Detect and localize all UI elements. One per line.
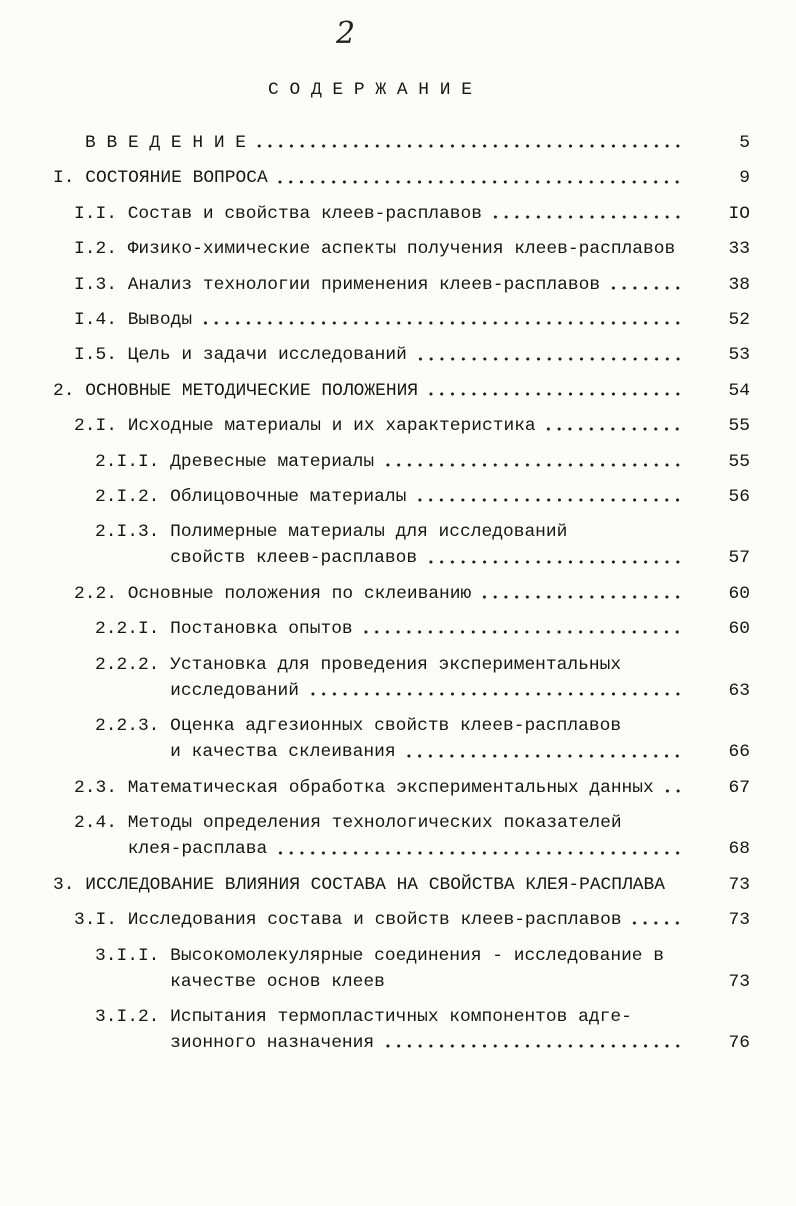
entry-title-line: Облицовочные материалы [170, 486, 407, 507]
entry-title [128, 581, 683, 607]
entry-title-line: исследований [170, 680, 299, 701]
entry-number: 3.I.2. [95, 1007, 160, 1028]
entry-number: 2.I.2. [95, 486, 160, 507]
toc-entry-2 [0, 378, 796, 404]
entry-title-line: Цель и задачи исследований [127, 345, 407, 366]
dot-leader [310, 678, 683, 704]
toc-entry-2-3 [0, 775, 796, 801]
entry-page-number: 33 [728, 239, 750, 260]
entry-title [170, 713, 683, 765]
entry-title-line: Испытания термопластичных компонентов адге- [170, 1007, 632, 1028]
entry-page-number: 68 [728, 839, 750, 860]
entry-number: 2.3. [74, 777, 117, 798]
dot-leader [493, 201, 683, 227]
entry-page-number: 5 [739, 133, 750, 153]
entry-number: 3.I. [74, 910, 117, 931]
toc-entry-3-1 [0, 907, 796, 933]
toc-entry-3-1-1 [0, 943, 796, 995]
entry-title-line: Физико-химические аспекты получения клеев-расплавов [127, 239, 676, 260]
dot-leader [417, 484, 683, 510]
entry-page-number: 66 [728, 742, 750, 763]
entry-title-line: Состав и свойства клеев-расплавов [127, 203, 482, 224]
entry-page-number: IO [728, 203, 750, 224]
toc-entry-1-4 [0, 307, 796, 333]
entry-title [85, 378, 683, 404]
entry-title [128, 307, 683, 333]
entry-title-line: Высокомолекулярные соединения - исследование в [170, 945, 665, 966]
page-title: С О Д Е Р Ж А Н И Е [268, 80, 472, 100]
entry-page-number: 73 [728, 971, 750, 992]
entry-number: I.5. [74, 345, 117, 366]
entry-title-line: свойств клеев-расплавов [170, 548, 418, 569]
table-of-contents [0, 130, 796, 1066]
entry-title-line: ОСНОВНЫЕ МЕТОДИЧЕСКИЕ ПОЛОЖЕНИЯ [85, 380, 419, 401]
dot-leader [429, 378, 683, 404]
entry-number: 3. [53, 874, 75, 895]
entry-number: 2.2.2. [95, 654, 160, 675]
entry-title [128, 342, 683, 368]
entry-page-number: 52 [728, 309, 750, 330]
entry-title [85, 872, 683, 898]
dot-leader [611, 272, 683, 298]
dot-leader [203, 307, 683, 333]
entry-title [128, 236, 683, 262]
toc-entry-2-2-3 [0, 713, 796, 765]
entry-title [128, 810, 683, 862]
entry-title-line: Полимерные материалы для исследований [170, 522, 568, 543]
toc-entry-1-5 [0, 342, 796, 368]
dot-leader [257, 130, 683, 156]
entry-title-line: Основные положения по склеиванию [127, 583, 472, 604]
entry-title-line: СОСТОЯНИЕ ВОПРОСА [85, 168, 268, 189]
toc-entry-2-1 [0, 413, 796, 439]
entry-title [128, 907, 683, 933]
entry-page-number: 57 [728, 548, 750, 569]
entry-title [170, 449, 683, 475]
entry-title-line: В В Е Д Е Н И Е [85, 133, 247, 154]
entry-title-line: и качества склеивания [170, 742, 396, 763]
entry-title [128, 201, 683, 227]
entry-title [85, 165, 683, 191]
toc-entry-3 [0, 872, 796, 898]
entry-title [128, 775, 683, 801]
toc-entry-2-1-1 [0, 449, 796, 475]
entry-title [170, 484, 683, 510]
entry-page-number: 55 [728, 451, 750, 472]
entry-number: I.3. [74, 274, 117, 295]
page-number: 2 [336, 16, 356, 51]
entry-page-number: 55 [728, 416, 750, 437]
entry-page-number: 56 [728, 486, 750, 507]
entry-number: 2.I.I. [95, 451, 160, 472]
entry-title [128, 272, 683, 298]
toc-entry-2-1-3 [0, 519, 796, 571]
entry-number: I.4. [74, 309, 117, 330]
entry-page-number: 60 [728, 619, 750, 640]
entry-page-number: 54 [728, 380, 750, 401]
entry-title-line: Методы определения технологических показателей [127, 813, 622, 834]
entry-title-line: Анализ технологии применения клеев-расплавов [127, 274, 601, 295]
entry-number: 2.4. [74, 813, 117, 834]
entry-number: 2.2.3. [95, 716, 160, 737]
entry-title [170, 652, 683, 704]
entry-page-number: 73 [728, 910, 750, 931]
entry-title-line: Древесные материалы [170, 451, 375, 472]
dot-leader [406, 739, 683, 765]
entry-number: 2.I. [74, 416, 117, 437]
dot-leader [632, 907, 683, 933]
toc-entry-introduction [0, 130, 796, 156]
entry-number: 2. [53, 380, 75, 401]
entry-page-number: 38 [728, 274, 750, 295]
entry-title-line: Оценка адгезионных свойств клеев-расплавов [170, 716, 622, 737]
toc-entry-2-2-1 [0, 616, 796, 642]
entry-title-line: Математическая обработка экспериментальных данных [127, 777, 654, 798]
dot-leader [418, 342, 683, 368]
dot-leader [428, 545, 683, 571]
entry-page-number: 53 [728, 345, 750, 366]
entry-title [85, 130, 683, 156]
entry-number: 2.2. [74, 583, 117, 604]
entry-title [170, 519, 683, 571]
entry-number: 3.I.I. [95, 945, 160, 966]
toc-entry-1-3 [0, 272, 796, 298]
entry-page-number: 60 [728, 583, 750, 604]
entry-title-line: качестве основ клеев [170, 971, 385, 992]
toc-entry-2-4 [0, 810, 796, 862]
toc-entry-1-1 [0, 201, 796, 227]
entry-title [128, 413, 683, 439]
dot-leader [278, 836, 683, 862]
toc-entry-3-1-2 [0, 1004, 796, 1056]
entry-number: I.2. [74, 239, 117, 260]
entry-title [170, 943, 683, 995]
toc-entry-1-2 [0, 236, 796, 262]
entry-page-number: 9 [739, 168, 750, 189]
toc-entry-2-2 [0, 581, 796, 607]
entry-page-number: 67 [728, 777, 750, 798]
dot-leader [385, 1030, 683, 1056]
dot-leader [482, 581, 683, 607]
toc-entry-1 [0, 165, 796, 191]
dot-leader [665, 775, 684, 801]
entry-number: 2.2.I. [95, 619, 160, 640]
dot-leader [363, 616, 683, 642]
entry-number: I.I. [74, 203, 117, 224]
entry-title-line: Установка для проведения экспериментальных [170, 654, 622, 675]
entry-number: 2.I.3. [95, 522, 160, 543]
entry-page-number: 76 [728, 1033, 750, 1054]
dot-leader [278, 165, 683, 191]
entry-title-line: клея-расплава [127, 839, 268, 860]
dot-leader [546, 413, 683, 439]
dot-leader [385, 449, 683, 475]
entry-number: I. [53, 168, 75, 189]
entry-page-number: 73 [728, 874, 750, 895]
entry-title-line: зионного назначения [170, 1033, 375, 1054]
entry-title-line: ИССЛЕДОВАНИЕ ВЛИЯНИЯ СОСТАВА НА СВОЙСТВА КЛЕЯ-РАСПЛАВА [85, 874, 665, 895]
entry-title-line: Исследования состава и свойств клеев-расплавов [127, 910, 622, 931]
entry-title [170, 1004, 683, 1056]
toc-entry-2-2-2 [0, 652, 796, 704]
entry-page-number: 63 [728, 680, 750, 701]
entry-title-line: Выводы [127, 309, 193, 330]
entry-title-line: Исходные материалы и их характеристика [127, 416, 536, 437]
toc-entry-2-1-2 [0, 484, 796, 510]
entry-title-line: Постановка опытов [170, 619, 353, 640]
entry-title [170, 616, 683, 642]
